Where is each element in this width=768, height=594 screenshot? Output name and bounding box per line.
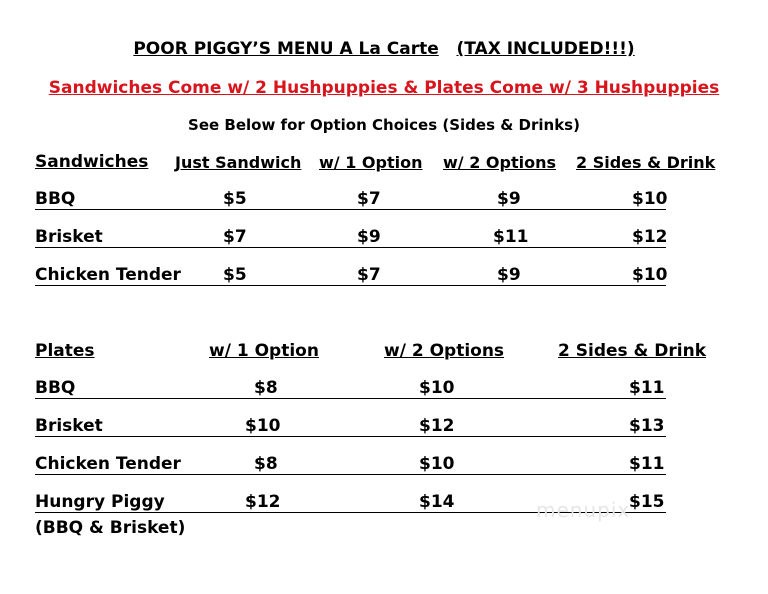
row-underline bbox=[35, 474, 666, 475]
plate-price-sides-drink: $11 bbox=[629, 454, 665, 474]
plate-price-2-options: $10 bbox=[419, 454, 455, 474]
sandwiches-heading: Sandwiches bbox=[35, 152, 149, 172]
plates-col-2-options: w/ 2 Options bbox=[384, 341, 505, 361]
hushpuppies-note: Sandwiches Come w/ 2 Hushpuppies & Plates Come w/ 3 Hushpuppies bbox=[48, 78, 720, 98]
plate-price-1-option: $8 bbox=[254, 378, 278, 398]
sandwich-name: Brisket bbox=[35, 227, 103, 247]
row-underline bbox=[35, 285, 666, 286]
plate-price-1-option: $12 bbox=[245, 492, 281, 512]
plate-price-2-options: $10 bbox=[419, 378, 455, 398]
plate-name: BBQ bbox=[35, 378, 76, 398]
plate-name: Hungry Piggy bbox=[35, 492, 165, 512]
sandwich-price-just: $7 bbox=[223, 227, 247, 247]
row-underline bbox=[35, 247, 666, 248]
menu-title bbox=[0, 39, 768, 59]
sandwiches-col-just-sandwich: Just Sandwich bbox=[175, 153, 302, 172]
tax-note: (TAX INCLUDED!!!) bbox=[456, 39, 635, 59]
sandwich-price-2-options: $9 bbox=[497, 189, 521, 209]
row-underline bbox=[35, 398, 666, 399]
sandwich-price-2-options: $11 bbox=[493, 227, 529, 247]
sandwich-price-just: $5 bbox=[223, 265, 247, 285]
sandwich-price-just: $5 bbox=[223, 189, 247, 209]
plate-price-2-options: $12 bbox=[419, 416, 455, 436]
sandwich-price-1-option: $9 bbox=[357, 227, 381, 247]
options-note: See Below for Option Choices (Sides & Drinks) bbox=[188, 116, 580, 134]
sandwich-name: Chicken Tender bbox=[35, 265, 181, 285]
sandwich-price-sides-drink: $10 bbox=[632, 189, 668, 209]
row-underline bbox=[35, 209, 666, 210]
plate-name: Brisket bbox=[35, 416, 103, 436]
sandwich-price-sides-drink: $10 bbox=[632, 265, 668, 285]
sandwich-price-sides-drink: $12 bbox=[632, 227, 668, 247]
plate-name: Chicken Tender bbox=[35, 454, 181, 474]
plates-heading: Plates bbox=[35, 341, 95, 361]
watermark: menupix bbox=[536, 498, 631, 522]
row-underline bbox=[35, 436, 666, 437]
plate-price-sides-drink: $15 bbox=[629, 492, 665, 512]
sandwich-price-1-option: $7 bbox=[357, 265, 381, 285]
sandwich-price-2-options: $9 bbox=[497, 265, 521, 285]
hungry-piggy-footnote: (BBQ & Brisket) bbox=[35, 518, 186, 538]
sandwiches-col-2-sides-drink: 2 Sides & Drink bbox=[576, 153, 716, 172]
sandwiches-col-1-option: w/ 1 Option bbox=[319, 153, 423, 172]
plate-price-sides-drink: $13 bbox=[629, 416, 665, 436]
plate-price-sides-drink: $11 bbox=[629, 378, 665, 398]
plate-price-1-option: $8 bbox=[254, 454, 278, 474]
plates-col-1-option: w/ 1 Option bbox=[209, 341, 319, 361]
sandwich-price-1-option: $7 bbox=[357, 189, 381, 209]
plate-price-2-options: $14 bbox=[419, 492, 455, 512]
menu-title-text: POOR PIGGY’S MENU A La Carte bbox=[133, 39, 439, 59]
plates-col-2-sides-drink: 2 Sides & Drink bbox=[558, 341, 707, 361]
sandwiches-col-2-options: w/ 2 Options bbox=[443, 153, 556, 172]
plate-price-1-option: $10 bbox=[245, 416, 281, 436]
sandwich-name: BBQ bbox=[35, 189, 76, 209]
